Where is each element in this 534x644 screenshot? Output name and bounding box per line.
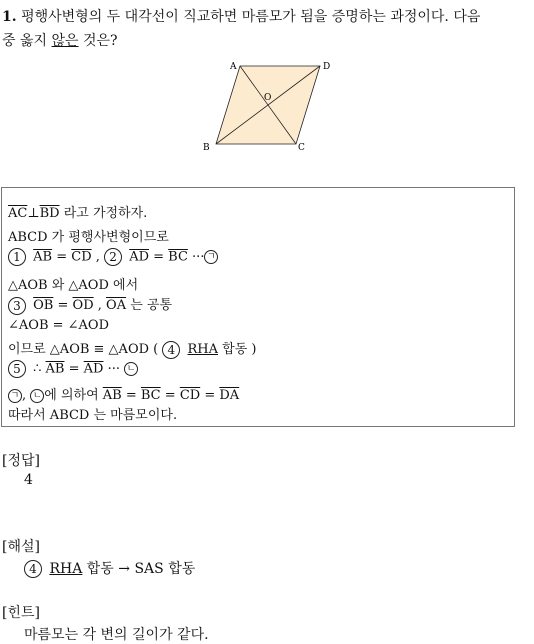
choice-4-circle: 4 [24,560,42,578]
separator: , [91,249,105,265]
explanation-body: 합동 → SAS 합동 [82,561,196,577]
segment-ab: $\overline{AB}$ [102,388,122,403]
segment-cd: $\overline{CD}$ [71,249,92,265]
segment-ac: $\overline{AC}$ [8,206,28,221]
perp-symbol: ⊥ [27,206,40,221]
segment-od: $\overline{OD}$ [72,298,94,313]
proof-line-9 [8,384,239,403]
question-number: 1. [2,9,17,25]
explanation-text [24,558,195,578]
segment-bc: $\overline{BC}$ [140,388,161,403]
proof-line-8 [8,360,138,378]
equals: = [53,298,73,313]
equals: = [160,388,180,403]
proof-text: 는 공통 [126,298,173,313]
proof-line-7 [8,338,256,359]
separator: , [22,388,31,403]
proof-box [1,187,515,427]
segment-ad: $\overline{AD}$ [83,361,104,377]
choice-3-circle: 3 [8,297,26,315]
answer-value: 4 [24,472,33,488]
choice-4-circle: 4 [162,341,180,359]
segment-bc: $\overline{BC}$ [168,249,188,265]
segment-bd: $\overline{BD}$ [39,206,60,221]
choice-1-circle: 1 [8,248,26,266]
proof-line-1 [8,202,147,221]
proof-line-3 [8,248,218,266]
ellipsis: ··· [103,361,125,377]
equals: = [200,388,220,403]
proof-line-2: ABCD 가 평행사변형이므로 [8,230,169,245]
mark-nieun: ㄴ [30,389,44,403]
center-label-o: O [264,93,272,103]
segment-da: $\overline{DA}$ [219,388,240,403]
mark-nieun: ㄴ [124,362,138,376]
proof-text: 이므로 △AOB ≡ △AOD ( [8,342,163,357]
vertex-label-c: C [298,143,305,152]
choice-5-circle: 5 [8,360,26,378]
segment-ad: $\overline{AD}$ [129,249,149,265]
segment-cd: $\overline{CD}$ [179,388,201,403]
proof-text: 에 의하여 [44,388,103,403]
proof-line-10: 따라서 ABCD 는 마름모이다. [8,408,178,423]
parallelogram-figure [196,60,336,152]
mark-giyeok: ㄱ [204,250,218,264]
choice-2-circle: 2 [104,248,122,266]
rha-underlined: RHA [187,342,219,357]
vertex-label-a: A [230,62,237,72]
ellipsis: ··· [187,249,205,265]
rha-underlined: RHA [49,561,83,577]
explanation-heading: [해설] [2,539,40,555]
proof-line-4: △AOB 와 △AOD 에서 [8,278,139,293]
equals: = [149,249,169,265]
proof-line-5 [8,294,172,315]
segment-ab: $\overline{AB}$ [45,361,65,377]
proof-text: 라고 가정하자. [59,206,148,221]
separator: , [93,298,107,313]
segment-oa: $\overline{OA}$ [106,298,127,313]
therefore-symbol: ∴ [29,361,46,377]
hint-heading: [힌트] [2,605,40,621]
underlined-word: 않은 [51,33,79,49]
segment-ob: $\overline{OB}$ [33,298,54,313]
equals: = [64,361,84,377]
mark-giyeok: ㄱ [8,389,22,403]
question-line-2 [2,30,118,50]
question-text-3: 것은? [78,33,118,49]
segment-ab: $\overline{AB}$ [33,249,53,265]
question-text-2: 중 옳지 [2,33,52,49]
proof-line-6: ∠AOB = ∠AOD [8,318,110,333]
question-text-1: 평행사변형의 두 대각선이 직교하면 마름모가 됨을 증명하는 과정이다. 다음 [21,9,481,25]
vertex-label-b: B [203,143,210,152]
answer-heading: [정답] [2,453,40,469]
vertex-label-d: D [323,62,331,72]
hint-text: 마름모는 각 변의 길이가 같다. [24,627,209,643]
equals: = [52,249,72,265]
proof-text: 합동 ) [218,342,257,357]
equals: = [121,388,141,403]
question-line-1 [2,6,480,26]
